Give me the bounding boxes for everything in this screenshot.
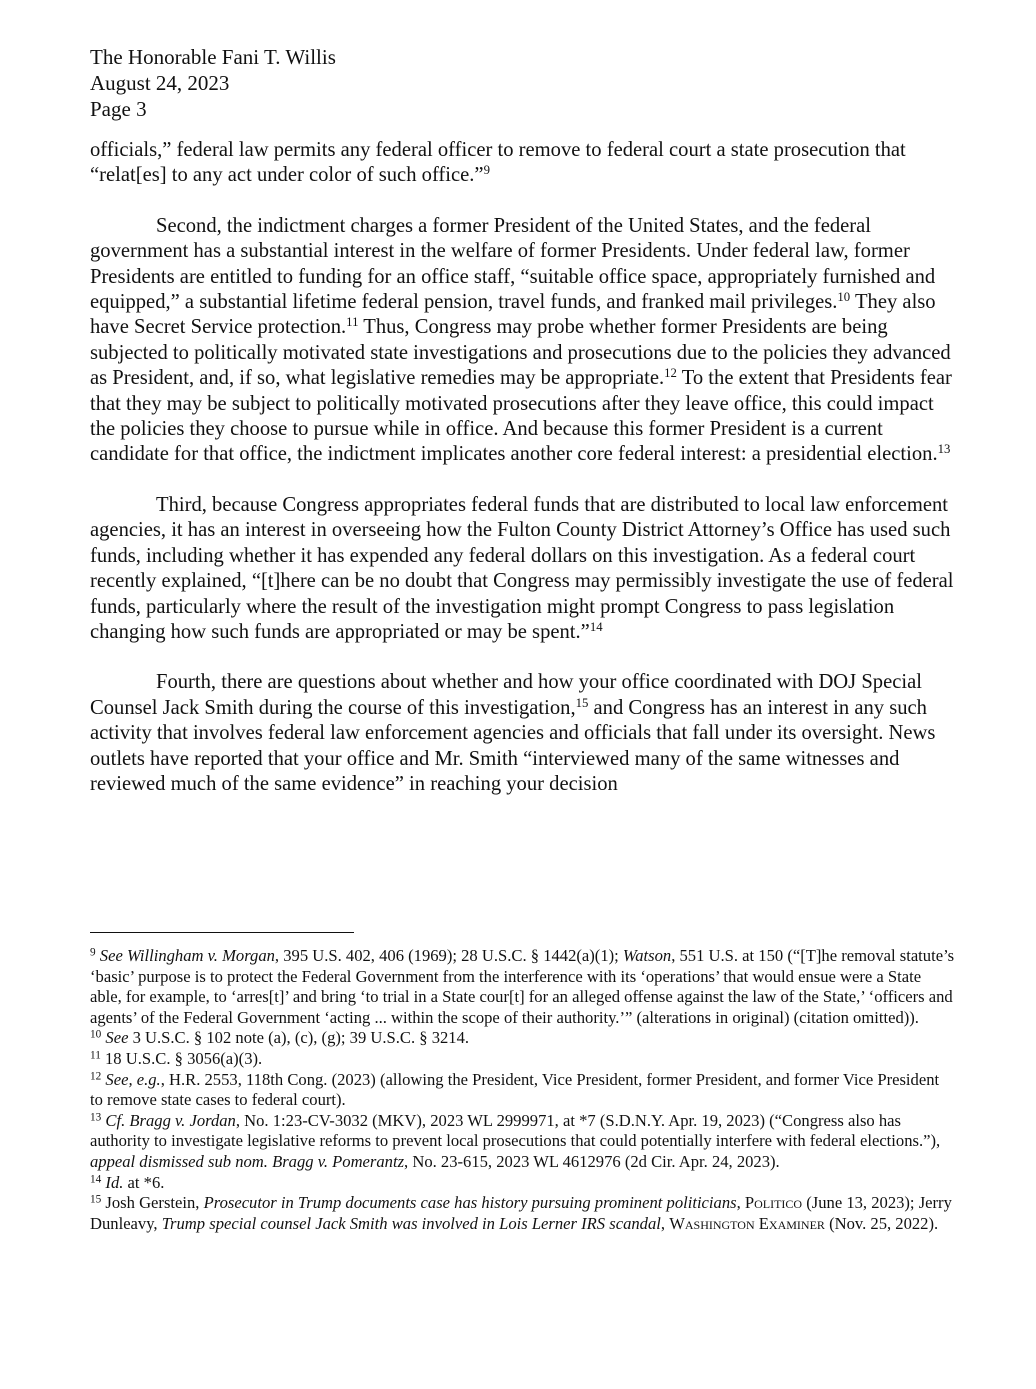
footnote-divider xyxy=(90,932,354,933)
footnote-ref: 12 xyxy=(664,366,677,381)
footnote-10: $^{10}$ See 3 U.S.C. § 102 note (a), (c), (g); 39 U.S.C. § 3214. xyxy=(90,1028,470,1048)
footnote-ref: 15 xyxy=(575,695,589,710)
date-line: August 24, 2023 xyxy=(90,71,230,95)
footnote-9: $^9$ See Willingham v. Morgan, 395 U.S. 402, 406 (1969); 28 U.S.C. § 1442(a)(1); Watson, 551 U.S. at 150 (“[T]he removal statute’s ‘basic’ purpose is to protect the Federal Government from the interference with its ‘operations’ that would ensue were a State able, for example, to ‘arres[t]’ and bring ‘to trial in a State cour[t] for an alleged offense against the law of the State,’ ‘officers and agents’ of the Federal Government ‘acting ... within the scope of their authority.’” (alterations in original) (citation omitted)). xyxy=(90,946,955,1027)
letter-page xyxy=(90,44,960,822)
footnote-ref: 10 xyxy=(837,290,851,305)
footnote-12: $^{12}$ See, e.g., H.R. 2553, 118th Cong. (2023) (allowing the President, Vice President, former President, and former Vice President to remove state cases to federal court). xyxy=(90,1069,940,1110)
recipient-line: The Honorable Fani T. Willis xyxy=(90,45,336,69)
footnote-13: $^{13}$ Cf. Bragg v. Jordan, No. 1:23-CV-3032 (MKV), 2023 WL 2999971, at *7 (S.D.N.Y. Apr. 19, 2023) (“Congress also has authority to investigate legislative reforms to prevent local prosecutions that could potentially interfere with federal elections.”), appeal dismissed sub nom. Bragg v. Pomerantz, No. 23-615, 2023 WL 4612976 (2d Cir. Apr. 24, 2023). xyxy=(90,1110,941,1171)
footnote-ref: 9 xyxy=(483,163,490,178)
footnote-14: $^{14}$ Id. at *6. xyxy=(90,1172,165,1192)
paragraph-fourth: Fourth, there are questions about whether and how your office coordinated with DOJ Special Counsel Jack Smith during the course of this investigation,$^{15}$ and Congress has an interest in any such activity that involves federal law enforcement agencies and officials that fall under its oversight. News outlets have reported that your office and Mr. Smith “interviewed many of the same witnesses and reviewed much of the same evidence” in reaching your decision xyxy=(90,671,936,795)
letter-header xyxy=(90,44,960,122)
footnote-11: $^{11}$ 18 U.S.C. § 3056(a)(3). xyxy=(90,1048,263,1068)
footnotes xyxy=(90,946,956,1234)
footnote-ref: 11 xyxy=(346,315,359,330)
paragraph-continuation: officials,” federal law permits any federal officer to remove to federal court a state prosecution that “relat[es] to any act under color of such office.”$^9$ xyxy=(90,139,906,187)
footnote-15: $^{15}$ Josh Gerstein, Prosecutor in Trump documents case has history pursuing prominent politicians, Politico (June 13, 2023); Jerry Dunleavy, Trump special counsel Jack Smith was involved in Lois Lerner IRS scandal, Washington Examiner (Nov. 25, 2022). xyxy=(90,1193,952,1233)
paragraph-third: Third, because Congress appropriates federal funds that are distributed to local law enforcement agencies, it has an interest in overseeing how the Fulton County District Attorney’s Office has used such funds, including whether it has expended any federal dollars on this investigation. As a federal court recently explained, “[t]here can be no doubt that Congress may permissibly investigate the use of federal funds, particularly where the result of the investigation might prompt Congress to pass legislation changing how such funds are appropriated or may be spent.”$^{14}$ xyxy=(90,493,954,643)
footnote-ref: 13 xyxy=(937,442,951,457)
paragraph-second: Second, the indictment charges a former President of the United States, and the federal government has a substantial interest in the welfare of former Presidents. Under federal law, former Presidents are entitled to funding for an office staff, “suitable office space, appropriately furnished and equipped,” a substantial lifetime federal pension, travel funds, and franked mail privileges.$^{10}$ They also have Secret Service protection.$^{11}$ Thus, Congress may probe whether former Presidents are being subjected to politically motivated state investigations and prosecutions due to the policies they advanced as President, and, if so, what legislative remedies may be appropriate.$^{12}$ To the extent that Presidents fear that they may be subject to politically motivated prosecutions after they leave office, this could impact the policies they choose to pursue while in office. And because this former President is a current candidate for that office, the indictment implicates another core federal interest: a presidential election.$^{13}$ xyxy=(90,214,952,466)
letter-body xyxy=(90,138,960,797)
footnote-ref: 14 xyxy=(589,619,603,634)
page-number: Page 3 xyxy=(90,97,147,121)
